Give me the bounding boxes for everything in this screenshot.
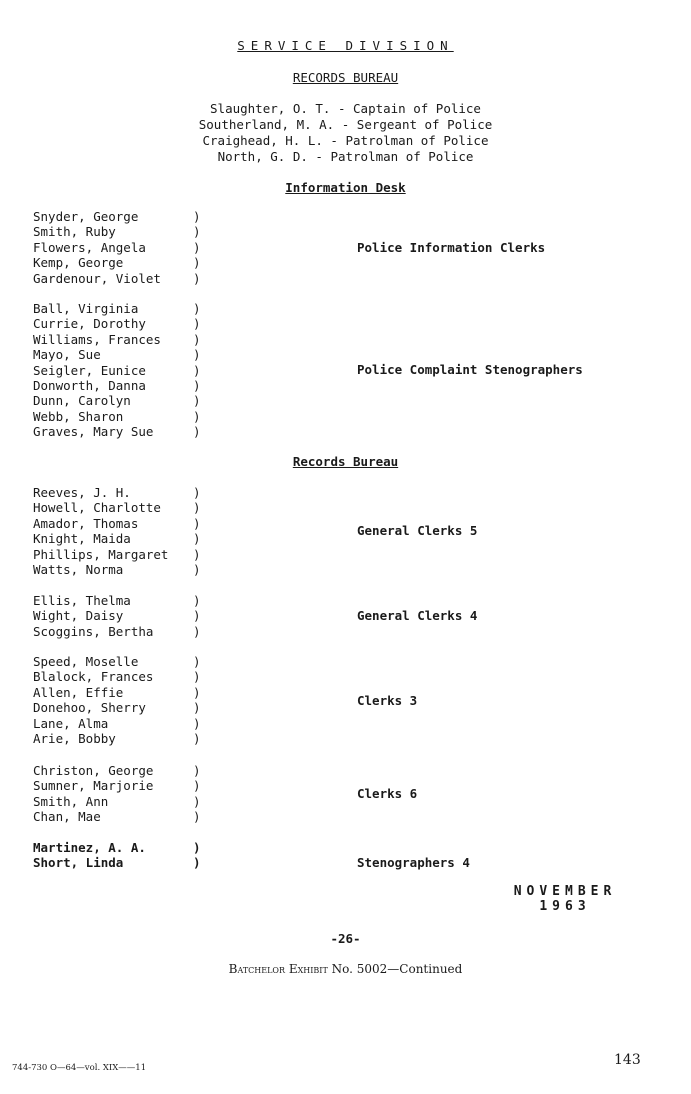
role-label: Stenographers 4 <box>357 855 470 870</box>
section-heading-records-bureau: Records Bureau <box>292 454 399 469</box>
date-year: 1963 <box>539 899 591 914</box>
name: Smith, Ann <box>33 793 109 809</box>
bracket: ) ) ) <box>193 593 201 639</box>
name: Knight, Maida <box>33 531 131 547</box>
name: Donehoo, Sherry <box>33 700 146 716</box>
role-label: Clerks 3 <box>357 693 418 708</box>
document-title: SERVICE DIVISION <box>237 38 454 53</box>
print-code: 744-730 O—64—vol. XIX——11 <box>12 1063 147 1073</box>
document-date <box>495 884 635 914</box>
name-list <box>33 209 161 286</box>
role-label: Police Information Clerks <box>357 240 546 255</box>
name: Snyder, George <box>33 209 139 224</box>
name: Allen, Effie <box>33 684 124 700</box>
roster-group <box>33 654 673 747</box>
role-label: Clerks 6 <box>357 786 418 801</box>
name: Seigler, Eunice <box>33 362 146 378</box>
name: Ball, Virginia <box>33 301 139 316</box>
name: Donworth, Danna <box>33 378 146 394</box>
exhibit-caption <box>0 962 691 976</box>
bracket: ) ) ) ) ) ) <box>193 485 201 577</box>
folio-number: 143 <box>614 1052 641 1068</box>
name-list <box>33 763 153 825</box>
name-list <box>33 485 168 577</box>
name: Graves, Mary Sue <box>33 424 154 440</box>
staff-line: Craighead, H. L. - Patrolman of Police <box>202 133 489 148</box>
name: Martinez, A. A. <box>33 840 146 855</box>
name: Mayo, Sue <box>33 347 101 363</box>
name: Short, Linda <box>33 855 124 871</box>
document-subtitle: RECORDS BUREAU <box>292 70 399 85</box>
name: Watts, Norma <box>33 562 124 578</box>
name: Currie, Dorothy <box>33 316 146 332</box>
roster-group <box>33 485 673 578</box>
roster-group <box>33 209 673 286</box>
name: Gardenour, Violet <box>33 270 161 286</box>
name: Amador, Thomas <box>33 515 139 531</box>
name: Flowers, Angela <box>33 239 146 255</box>
name: Wight, Daisy <box>33 608 124 624</box>
name: Williams, Frances <box>33 331 161 347</box>
bracket: ) ) ) ) ) ) ) ) ) <box>193 301 201 440</box>
name: Chan, Mae <box>33 809 101 825</box>
staff-list <box>0 101 691 165</box>
name: Blalock, Frances <box>33 669 154 685</box>
name-list <box>33 593 153 639</box>
date-month: NOVEMBER <box>513 884 617 899</box>
name: Webb, Sharon <box>33 408 124 424</box>
name-list <box>33 840 146 871</box>
staff-line: Southerland, M. A. - Sergeant of Police <box>198 117 493 132</box>
bracket: ) ) ) ) ) ) <box>193 654 201 746</box>
roster-group <box>33 593 673 640</box>
name: Smith, Ruby <box>33 224 116 240</box>
name-list <box>33 301 161 440</box>
roster-group <box>33 840 673 871</box>
staff-line: Slaughter, O. T. - Captain of Police <box>210 101 481 116</box>
bracket: ) ) <box>193 840 201 871</box>
role-label: General Clerks 4 <box>357 608 478 623</box>
role-label: General Clerks 5 <box>357 523 478 538</box>
name: Scoggins, Bertha <box>33 623 154 639</box>
name: Reeves, J. H. <box>33 485 131 500</box>
staff-line: North, G. D. - Patrolman of Police <box>217 149 474 164</box>
name: Sumner, Marjorie <box>33 778 154 794</box>
name: Arie, Bobby <box>33 731 116 747</box>
bracket: ) ) ) ) ) <box>193 209 201 286</box>
bracket: ) ) ) ) <box>193 763 201 825</box>
name: Christon, George <box>33 763 154 778</box>
name: Lane, Alma <box>33 715 109 731</box>
name: Dunn, Carolyn <box>33 393 131 409</box>
name: Howell, Charlotte <box>33 500 161 516</box>
name: Phillips, Margaret <box>33 546 169 562</box>
name: Ellis, Thelma <box>33 593 131 608</box>
roster-group <box>33 763 673 825</box>
name-list <box>33 654 153 746</box>
name: Speed, Moselle <box>33 654 139 669</box>
roster-group <box>33 301 673 440</box>
exhibit-number: No. 5002—Continued <box>331 962 463 976</box>
section-heading-information-desk: Information Desk <box>285 180 406 195</box>
exhibit-prefix: Batchelor Exhibit <box>228 962 328 976</box>
page-number: -26- <box>330 931 361 946</box>
name: Kemp, George <box>33 255 124 271</box>
role-label: Police Complaint Stenographers <box>357 362 583 377</box>
